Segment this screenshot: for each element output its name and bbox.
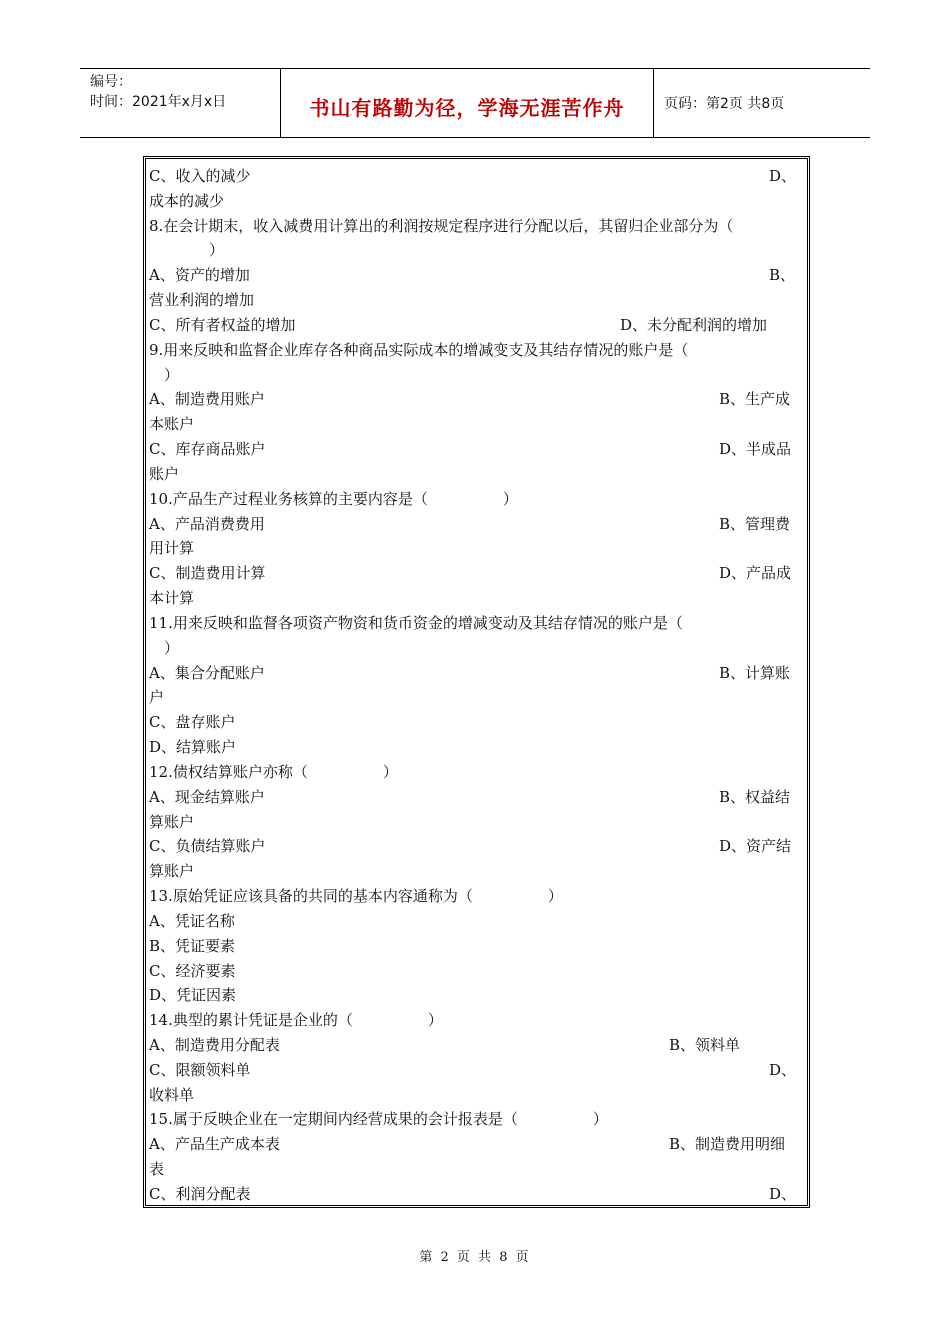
line-text: 营业利润的增加	[149, 291, 255, 310]
doc-date-label: 时间：2021年x月x日	[90, 94, 227, 110]
question-box	[143, 156, 810, 1208]
question-line	[149, 387, 795, 412]
line-option-right: B、领料单	[669, 1035, 741, 1054]
question-line	[149, 536, 795, 561]
page-header	[80, 68, 870, 138]
line-option-right: D、资产结	[719, 837, 792, 856]
question-line	[149, 710, 795, 735]
line-text: C、制造费用计算	[149, 564, 266, 583]
question-line	[149, 834, 795, 859]
question-line	[149, 561, 795, 586]
line-option-right: D、	[769, 167, 797, 185]
line-text: 8.在会计期末，收入减费用计算出的利润按规定程序进行分配以后，其留归企业部分为（	[149, 216, 734, 235]
line-text: A、现金结算账户	[149, 787, 265, 806]
line-option-right: D、产品成	[719, 564, 792, 583]
line-option-right: B、	[769, 266, 796, 285]
line-text: 收料单	[149, 1085, 195, 1104]
line-text: D、结算账户	[149, 738, 237, 757]
line-text: 13.原始凭证应该具备的共同的基本内容通称为（ ）	[149, 887, 563, 906]
question-line	[149, 636, 795, 661]
question-line	[149, 1132, 795, 1157]
question-line	[149, 214, 795, 239]
question-line	[149, 1157, 795, 1182]
line-text: 14.典型的累计凭证是企业的（ ）	[149, 1011, 443, 1030]
question-line	[149, 959, 795, 984]
line-text: ）	[149, 638, 180, 657]
question-line	[149, 760, 795, 785]
line-text: 户	[149, 688, 165, 707]
question-line	[149, 934, 795, 959]
question-line	[149, 238, 795, 263]
header-motto: 书山有路勤为径，学海无涯苦作舟	[281, 69, 654, 137]
question-line	[149, 338, 795, 363]
question-line	[149, 487, 795, 512]
question-line	[149, 661, 795, 686]
question-line	[149, 363, 795, 388]
question-line	[149, 1058, 795, 1083]
question-line	[149, 859, 795, 884]
line-text: 本计算	[149, 589, 195, 608]
line-text: A、产品生产成本表	[149, 1135, 280, 1154]
question-line	[149, 586, 795, 611]
line-text: C、经济要素	[149, 961, 236, 980]
line-option-right: D、未分配利润的增加	[620, 315, 768, 334]
line-text: C、负债结算账户	[149, 837, 266, 856]
question-line	[149, 785, 795, 810]
line-text: A、制造费用分配表	[149, 1035, 280, 1054]
line-text: B、凭证要素	[149, 936, 236, 955]
line-text: 用计算	[149, 539, 195, 558]
question-line	[149, 810, 795, 835]
question-line	[149, 512, 795, 537]
line-text: 本账户	[149, 415, 195, 434]
question-line	[149, 983, 795, 1008]
line-text: D、凭证因素	[149, 986, 237, 1005]
question-line	[149, 1083, 795, 1108]
line-option-right: B、制造费用明细	[669, 1135, 786, 1154]
question-line	[149, 611, 795, 636]
line-text: C、库存商品账户	[149, 440, 266, 459]
line-text: 10.产品生产过程业务核算的主要内容是（ ）	[149, 489, 518, 508]
line-text: A、制造费用账户	[149, 390, 265, 409]
header-page-number: 页码：第2页 共8页	[664, 96, 785, 112]
line-text: 账户	[149, 464, 180, 483]
question-line	[149, 1182, 795, 1207]
page-footer: 第 2 页 共 8 页	[419, 1250, 531, 1265]
doc-number-label: 编号：	[90, 74, 132, 90]
line-option-right: D、	[769, 1184, 797, 1203]
line-text: C、所有者权益的增加	[149, 315, 296, 334]
line-text: A、凭证名称	[149, 911, 235, 930]
question-line	[149, 1008, 795, 1033]
line-text: 9.用来反映和监督企业库存各种商品实际成本的增减变支及其结存情况的账户是（	[149, 340, 689, 359]
question-line	[149, 189, 795, 214]
line-text: 算账户	[149, 862, 195, 881]
line-text: A、产品消费费用	[149, 514, 265, 533]
line-text: ）	[149, 241, 225, 260]
question-line	[149, 412, 795, 437]
question-line	[149, 735, 795, 760]
question-lines	[149, 164, 795, 1207]
header-meta	[80, 69, 281, 137]
line-text: C、利润分配表	[149, 1184, 251, 1203]
line-text: A、集合分配账户	[149, 663, 265, 682]
line-option-right: B、管理费	[719, 514, 791, 533]
question-line	[149, 164, 795, 189]
line-text: 15.属于反映企业在一定期间内经营成果的会计报表是（ ）	[149, 1110, 608, 1129]
question-line	[149, 437, 795, 462]
line-option-right: D、	[769, 1060, 797, 1079]
line-text: C、收入的减少	[149, 167, 251, 185]
question-line	[149, 263, 795, 288]
line-text: 表	[149, 1160, 165, 1179]
line-text: C、盘存账户	[149, 713, 236, 732]
line-text: ）	[149, 365, 180, 384]
line-text: 成本的减少	[149, 191, 225, 210]
question-line	[149, 685, 795, 710]
line-text: C、限额领料单	[149, 1060, 251, 1079]
line-text: 11.用来反映和监督各项资产物资和货币资金的增减变动及其结存情况的账户是（	[149, 613, 683, 632]
question-line	[149, 1107, 795, 1132]
line-text: 12.债权结算账户亦称（ ）	[149, 762, 398, 781]
line-text: 算账户	[149, 812, 195, 831]
question-line	[149, 909, 795, 934]
question-line	[149, 313, 795, 338]
question-line	[149, 462, 795, 487]
question-line	[149, 1033, 795, 1058]
question-line	[149, 884, 795, 909]
line-option-right: B、权益结	[719, 787, 791, 806]
line-option-right: B、计算账	[719, 663, 791, 682]
line-option-right: B、生产成	[719, 390, 791, 409]
question-line	[149, 288, 795, 313]
line-text: A、资产的增加	[149, 266, 250, 285]
line-option-right: D、半成品	[719, 440, 792, 459]
